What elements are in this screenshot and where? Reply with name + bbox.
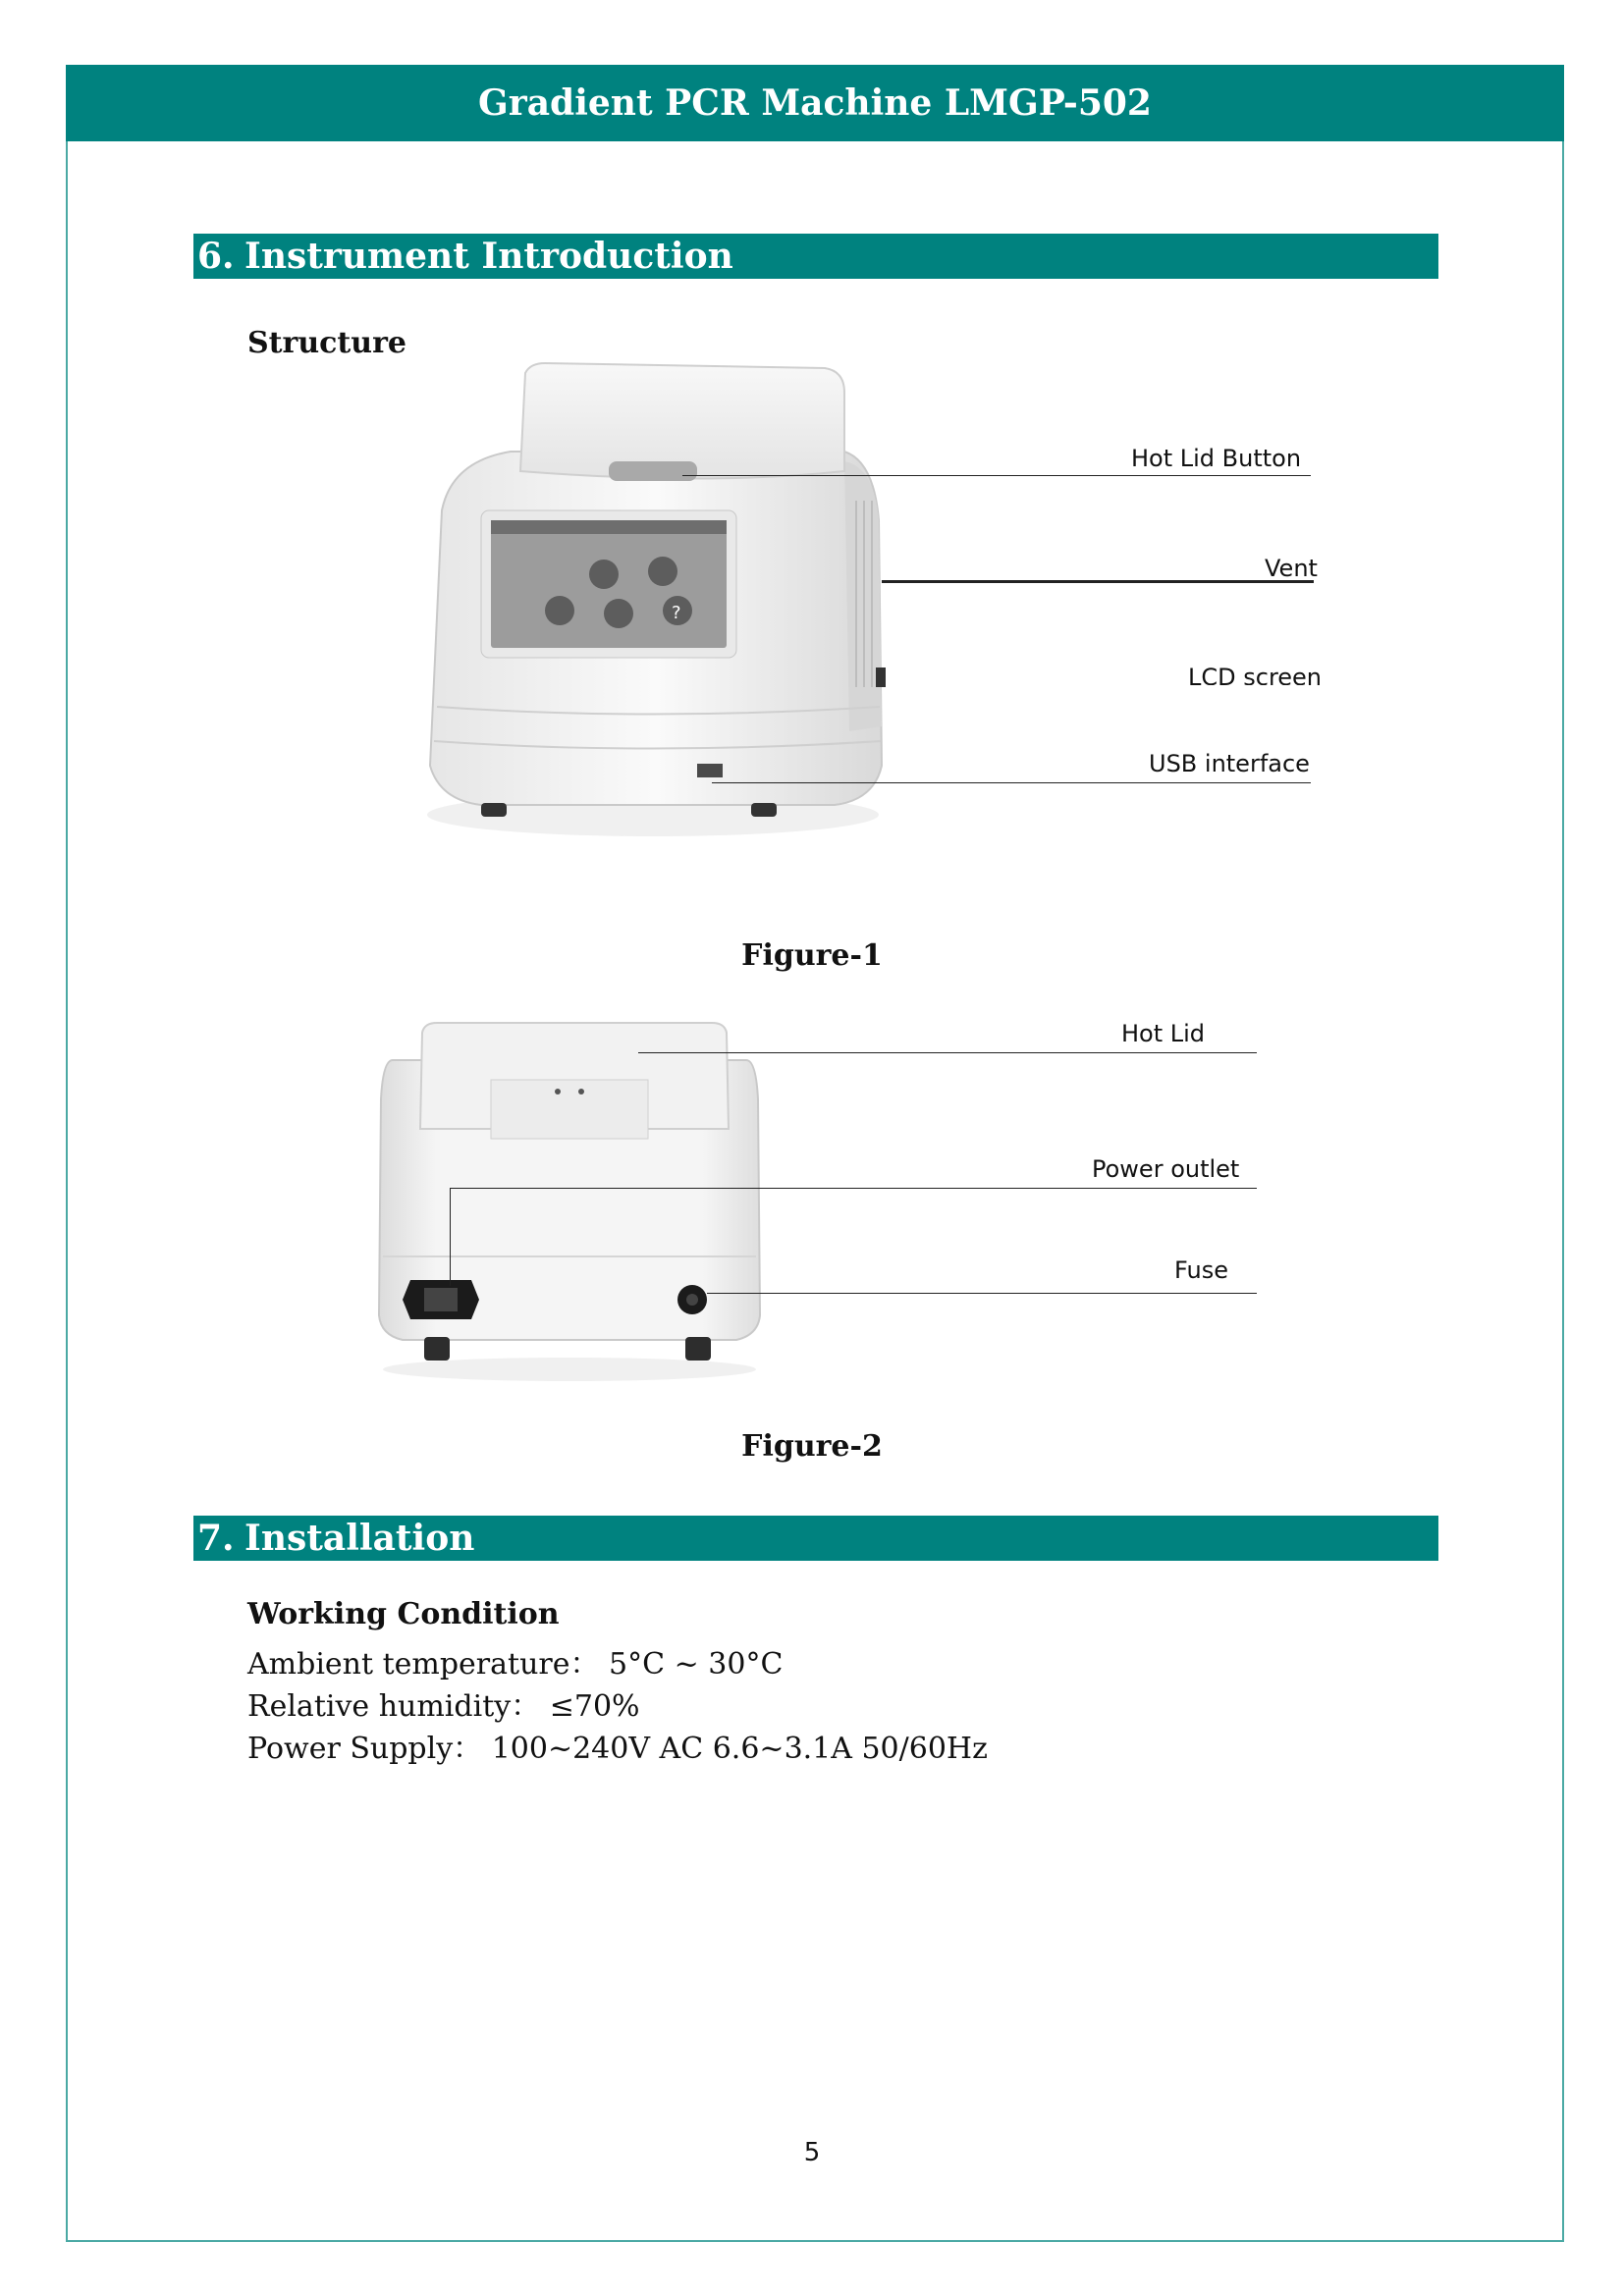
callout-usb-interface: USB interface — [1149, 750, 1310, 777]
section-title: Installation — [244, 1518, 475, 1559]
leader-line-fuse — [707, 1293, 1257, 1294]
condition-ambient-temperature: Ambient temperature： 5°C ~ 30°C — [247, 1647, 784, 1682]
document-header-banner — [66, 65, 1564, 141]
leader-line-power-outlet-drop — [450, 1188, 451, 1286]
figure-2-rear-view-image — [363, 1021, 776, 1384]
page-number: 5 — [803, 2138, 821, 2167]
callout-hot-lid: Hot Lid — [1121, 1020, 1206, 1047]
section-title: Instrument Introduction — [244, 236, 733, 277]
section-number: 6. — [197, 236, 235, 277]
document-title: Gradient PCR Machine LMGP-502 — [478, 82, 1152, 124]
figure-1-caption: Figure-1 — [741, 938, 883, 973]
callout-lcd-screen: LCD screen — [1188, 664, 1323, 685]
structure-heading: Structure — [247, 326, 406, 360]
leader-line-hot-lid-button — [682, 475, 1311, 476]
leader-line-hot-lid — [638, 1052, 1257, 1053]
svg-text:?: ? — [672, 603, 681, 623]
condition-relative-humidity: Relative humidity： ≤70% — [247, 1689, 640, 1724]
section-bar-instrument-introduction — [193, 234, 1438, 279]
figure-2-caption: Figure-2 — [741, 1429, 883, 1464]
callout-vent: Vent — [1265, 555, 1318, 582]
leader-line-vent — [882, 580, 1314, 583]
working-condition-heading: Working Condition — [247, 1597, 560, 1631]
leader-line-power-outlet — [450, 1188, 1257, 1189]
lcd-screen-callout-clip — [1188, 664, 1335, 685]
leader-line-usb-interface — [712, 782, 1311, 783]
condition-power-supply: Power Supply： 100~240V AC 6.6~3.1A 50/60Hz — [247, 1732, 988, 1766]
figure-1-front-view-image — [412, 353, 923, 864]
callout-power-outlet: Power outlet — [1092, 1155, 1240, 1183]
callout-fuse: Fuse — [1174, 1256, 1228, 1284]
section-bar-installation — [193, 1516, 1438, 1561]
section-number: 7. — [197, 1518, 235, 1559]
callout-hot-lid-button: Hot Lid Button — [1131, 445, 1302, 472]
